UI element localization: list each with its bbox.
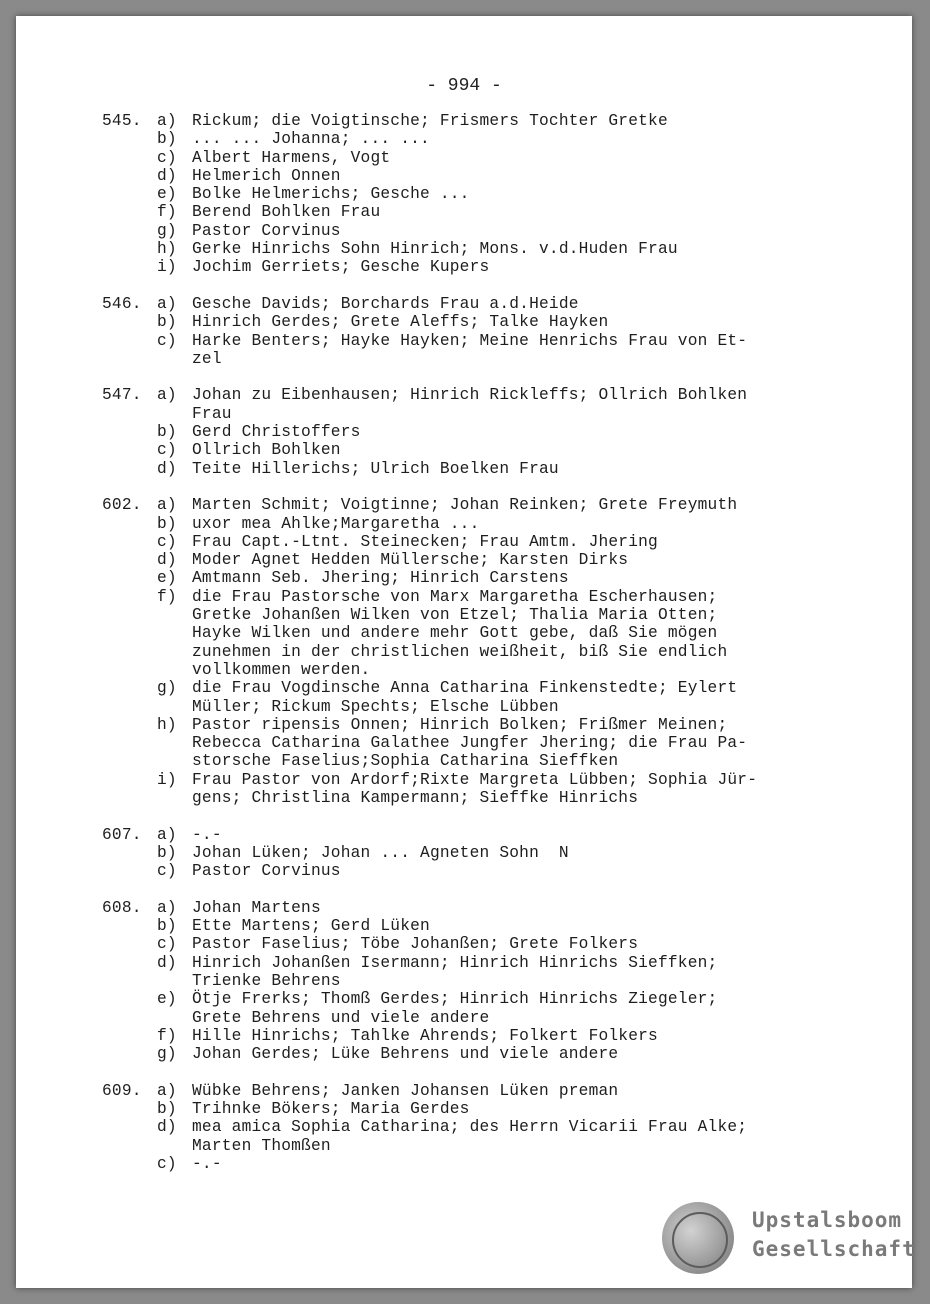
line-text: Teite Hillerichs; Ulrich Boelken Frau [192, 459, 559, 478]
entry-line [102, 222, 862, 240]
entry-number-spacer [102, 460, 157, 478]
line-letter: d) [157, 953, 177, 972]
entry-line [102, 1027, 862, 1045]
line-text: Moder Agnet Hedden Müllersche; Karsten Dirks [192, 551, 629, 570]
entry-number-spacer [102, 1155, 157, 1173]
entry-line [102, 295, 862, 313]
line-text: -.- [192, 825, 222, 844]
entry-number-spacer [102, 258, 157, 276]
entry-line [102, 826, 862, 844]
line-letter: f) [157, 587, 177, 606]
entry-line [102, 551, 862, 569]
line-letter: b) [157, 917, 177, 936]
entry-line [102, 1155, 862, 1173]
entry-608 [102, 899, 862, 1064]
entry-number: 547. [102, 386, 142, 405]
entry-number-spacer [102, 515, 157, 533]
line-text: Jochim Gerriets; Gesche Kupers [192, 258, 490, 277]
entry-line [102, 167, 862, 185]
line-letter: a) [157, 386, 177, 405]
page-number: - 994 - [426, 76, 502, 96]
entry-number-spacer [102, 862, 157, 880]
line-letter: e) [157, 185, 177, 204]
line-letter: a) [157, 825, 177, 844]
entry-line [102, 386, 862, 423]
line-letter: c) [157, 148, 177, 167]
line-text: Pastor ripensis Onnen; Hinrich Bolken; Frißmer Meinen; Rebecca Catharina Galathee Jungfer Jhering; die Frau Pa- storsche Faselius;Sophia Catharina Sieffken [192, 715, 748, 771]
entry-line [102, 917, 862, 935]
entry-line [102, 185, 862, 203]
line-letter: c) [157, 1154, 177, 1173]
line-text: mea amica Sophia Catharina; des Herrn Vicarii Frau Alke; Marten Thomßen [192, 1118, 748, 1155]
line-letter: e) [157, 990, 177, 1009]
line-letter: a) [157, 112, 177, 130]
line-text: Gerke Hinrichs Sohn Hinrich; Mons. v.d.Huden Frau [192, 240, 678, 259]
line-text: Wübke Behrens; Janken Johansen Lüken preman [192, 1081, 619, 1100]
entry-line [102, 679, 862, 716]
line-letter: c) [157, 331, 177, 350]
entry-546 [102, 295, 862, 368]
entry-line [102, 423, 862, 441]
entry-line [102, 844, 862, 862]
entry-line [102, 990, 862, 1027]
line-text: Helmerich Onnen [192, 166, 341, 185]
line-letter: b) [157, 1100, 177, 1119]
line-text: Hille Hinrichs; Tahlke Ahrends; Folkert Folkers [192, 1026, 658, 1045]
line-letter: c) [157, 441, 177, 460]
entry-line [102, 771, 862, 808]
entry-number-spacer [102, 679, 157, 716]
entry-number-spacer [102, 716, 157, 771]
entry-line [102, 496, 862, 514]
line-text: Ollrich Bohlken [192, 441, 341, 460]
entry-line [102, 149, 862, 167]
entry-number: 609. [102, 1081, 142, 1100]
line-text: Pastor Corvinus [192, 862, 341, 881]
society-stamp [662, 1202, 916, 1276]
entry-line [102, 935, 862, 953]
line-letter: d) [157, 459, 177, 478]
line-letter: a) [157, 496, 177, 515]
line-letter: c) [157, 935, 177, 954]
entry-number-spacer [102, 917, 157, 935]
line-text: -.- [192, 1154, 222, 1173]
line-letter: i) [157, 258, 177, 277]
line-letter: a) [157, 294, 177, 313]
entry-number-spacer [102, 332, 157, 369]
line-text: Harke Benters; Hayke Hayken; Meine Henrichs Frau von Et- zel [192, 331, 748, 368]
entry-number-spacer [102, 222, 157, 240]
line-letter: d) [157, 1118, 177, 1137]
entry-number: 608. [102, 898, 142, 917]
entry-number-spacer [102, 990, 157, 1027]
line-letter: b) [157, 313, 177, 332]
seal-icon [662, 1202, 734, 1274]
entry-number-spacer [102, 185, 157, 203]
entry-number-spacer [102, 1100, 157, 1118]
entry-number-spacer [102, 588, 157, 679]
entry-number-spacer [102, 441, 157, 459]
entry-number: 546. [102, 294, 142, 313]
entry-number-spacer [102, 551, 157, 569]
line-letter: a) [157, 1081, 177, 1100]
line-text: Ette Martens; Gerd Lüken [192, 917, 430, 936]
entry-line [102, 258, 862, 276]
entry-number-spacer [102, 240, 157, 258]
entry-545 [102, 112, 862, 277]
entry-number-spacer [102, 1027, 157, 1045]
entry-line [102, 1100, 862, 1118]
line-letter: d) [157, 551, 177, 570]
line-letter: a) [157, 898, 177, 917]
line-text: Rickum; die Voigtinsche; Frismers Tochter Gretke [192, 112, 668, 130]
line-letter: b) [157, 843, 177, 862]
line-text: uxor mea Ahlke;Margaretha ... [192, 514, 480, 533]
entry-609 [102, 1082, 862, 1173]
entry-line [102, 240, 862, 258]
entry-number-spacer [102, 130, 157, 148]
entry-602 [102, 496, 862, 807]
document-page [16, 16, 916, 1288]
entry-number-spacer [102, 771, 157, 808]
entry-number-spacer [102, 844, 157, 862]
line-text: Johan Gerdes; Lüke Behrens und viele andere [192, 1045, 619, 1064]
entry-line [102, 460, 862, 478]
line-letter: b) [157, 423, 177, 442]
line-text: die Frau Vogdinsche Anna Catharina Finkenstedte; Eylert Müller; Rickum Spechts; Elsche Lübben [192, 679, 738, 716]
line-text: Johan zu Eibenhausen; Hinrich Rickleffs; Ollrich Bohlken Frau [192, 386, 748, 423]
line-text: Amtmann Seb. Jhering; Hinrich Carstens [192, 569, 569, 588]
entry-number-spacer [102, 313, 157, 331]
entry-number-spacer [102, 423, 157, 441]
entry-line [102, 1082, 862, 1100]
line-text: die Frau Pastorsche von Marx Margaretha Escherhausen; Gretke Johanßen Wilken von Etzel; Thalia Maria Otten; Hayke Wilken und andere mehr Gott gebe, daß Sie mögen zunehmen in der christlichen weißheit, biß Sie endlich vollkommen werden. [192, 587, 728, 679]
society-name-line1: Upstalsboom [752, 1208, 903, 1232]
line-letter: g) [157, 221, 177, 240]
entry-line [102, 588, 862, 679]
line-text: Frau Capt.-Ltnt. Steinecken; Frau Amtm. Jhering [192, 532, 658, 551]
entry-607 [102, 826, 862, 881]
line-text: Gerd Christoffers [192, 423, 361, 442]
entry-line [102, 441, 862, 459]
entry-number: 607. [102, 825, 142, 844]
line-letter: e) [157, 569, 177, 588]
line-text: Berend Bohlken Frau [192, 203, 381, 222]
line-text: Marten Schmit; Voigtinne; Johan Reinken; Grete Freymuth [192, 496, 738, 515]
entry-line [102, 203, 862, 221]
line-letter: h) [157, 715, 177, 734]
line-letter: g) [157, 1045, 177, 1064]
line-text: Frau Pastor von Ardorf;Rixte Margreta Lübben; Sophia Jür- gens; Christlina Kampermann; Sieffke Hinrichs [192, 770, 758, 807]
entry-number: 545. [102, 112, 142, 130]
entry-line [102, 899, 862, 917]
entry-line [102, 313, 862, 331]
society-name [752, 1206, 916, 1264]
entry-line [102, 954, 862, 991]
line-text: Hinrich Gerdes; Grete Aleffs; Talke Hayken [192, 313, 609, 332]
entry-line [102, 569, 862, 587]
line-letter: f) [157, 203, 177, 222]
entry-number-spacer [102, 203, 157, 221]
entry-line [102, 1045, 862, 1063]
line-letter: d) [157, 166, 177, 185]
society-name-line2: Gesellschaft [752, 1237, 916, 1261]
line-letter: i) [157, 770, 177, 789]
line-text: Ötje Frerks; Thomß Gerdes; Hinrich Hinrichs Ziegeler; Grete Behrens und viele andere [192, 990, 718, 1027]
entry-number-spacer [102, 149, 157, 167]
entry-line [102, 862, 862, 880]
entry-number-spacer [102, 1045, 157, 1063]
entry-line [102, 533, 862, 551]
entry-line [102, 515, 862, 533]
entry-number-spacer [102, 954, 157, 991]
entry-number-spacer [102, 1118, 157, 1155]
line-letter: b) [157, 514, 177, 533]
line-letter: c) [157, 862, 177, 881]
entry-line [102, 332, 862, 369]
entry-number-spacer [102, 935, 157, 953]
line-letter: g) [157, 679, 177, 698]
line-letter: b) [157, 130, 177, 149]
line-text: ... ... Johanna; ... ... [192, 130, 430, 149]
line-text: Pastor Faselius; Töbe Johanßen; Grete Folkers [192, 935, 639, 954]
entry-number: 602. [102, 496, 142, 515]
line-text: Bolke Helmerichs; Gesche ... [192, 185, 470, 204]
line-letter: f) [157, 1026, 177, 1045]
entry-number-spacer [102, 533, 157, 551]
line-text: Johan Martens [192, 898, 321, 917]
entry-547 [102, 386, 862, 477]
line-text: Johan Lüken; Johan ... Agneten Sohn N [192, 843, 569, 862]
entry-number-spacer [102, 167, 157, 185]
entry-line [102, 716, 862, 771]
line-text: Hinrich Johanßen Isermann; Hinrich Hinrichs Sieffken; Trienke Behrens [192, 953, 718, 990]
line-letter: c) [157, 532, 177, 551]
line-text: Gesche Davids; Borchards Frau a.d.Heide [192, 294, 579, 313]
entry-number-spacer [102, 569, 157, 587]
line-text: Pastor Corvinus [192, 221, 341, 240]
entries-list [102, 112, 862, 1192]
line-text: Albert Harmens, Vogt [192, 148, 391, 167]
line-letter: h) [157, 240, 177, 259]
entry-line [102, 1118, 862, 1155]
entry-line [102, 130, 862, 148]
line-text: Trihnke Bökers; Maria Gerdes [192, 1100, 470, 1119]
entry-line [102, 112, 862, 130]
